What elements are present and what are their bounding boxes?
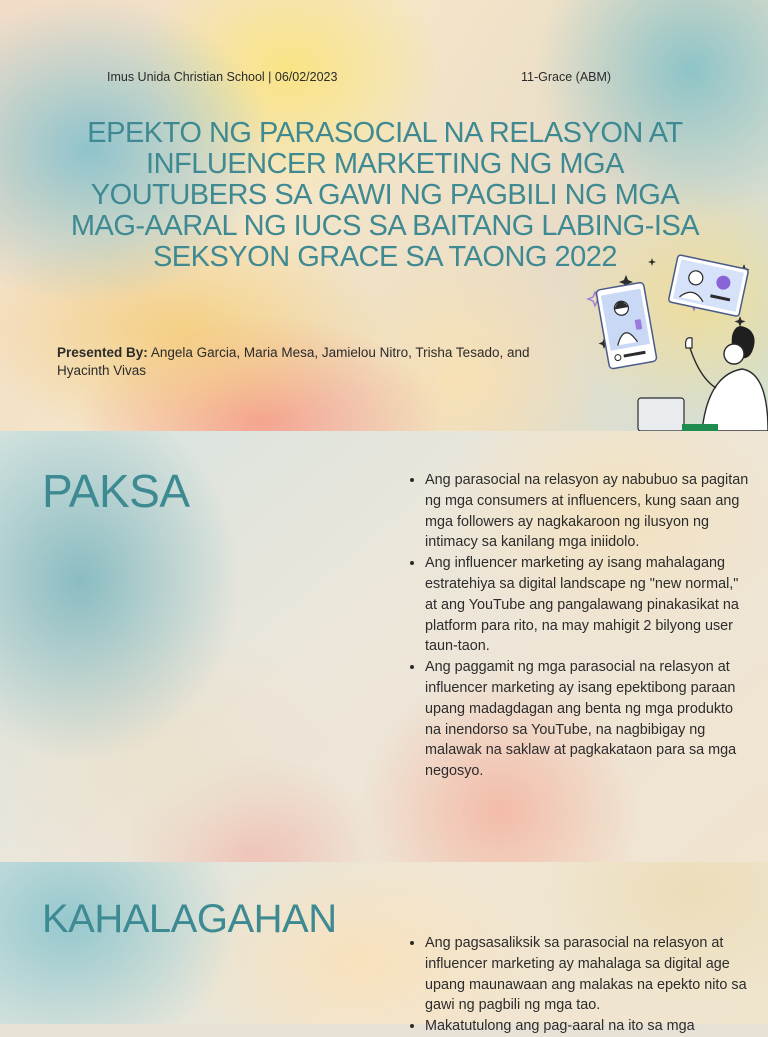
- person-with-social-media-illustration-icon: [582, 248, 768, 431]
- paksa-slide: [0, 431, 768, 862]
- presenters: [57, 344, 557, 380]
- paksa-bullet-list: [407, 470, 750, 782]
- list-item: • Ang pagsasaliksik sa parasocial na relasyon at influencer marketing ay mahalaga sa digital age upang maunawaan ang malakas na epekto nito sa gawi ng pagbili ng mga tao.: [425, 933, 750, 1016]
- title-slide: [0, 0, 768, 431]
- kahalagahan-bullet-list: [407, 933, 750, 1037]
- kahalagahan-heading: KAHALAGAHAN: [42, 897, 337, 941]
- presenter-names: Angela Garcia, Maria Mesa, Jamielou Nitro, Trisha Tesado, and Hyacinth Vivas: [57, 345, 530, 378]
- list-item: • Ang influencer marketing ay isang mahalagang estratehiya sa digital landscape ng "new normal," at ang YouTube ang pangalawang pinakasikat na platform para rito, na may mahigit 2 bilyong user taun-taon.: [425, 553, 750, 657]
- section-label: 11-Grace (ABM): [521, 70, 612, 84]
- school-and-date: Imus Unida Christian School | 06/02/2023: [107, 70, 338, 84]
- kahalagahan-slide: [0, 862, 768, 1035]
- list-item: • Makatutulong ang pag-aaral na ito sa mga: [425, 1016, 750, 1037]
- paksa-heading: PAKSA: [42, 465, 190, 517]
- research-title: EPEKTO NG PARASOCIAL NA RELASYON AT INFLUENCER MARKETING NG MGA YOUTUBERS SA GAWI NG PAGBILI NG MGA MAG-AARAL NG IUCS SA BAITANG LABING-ISA SEKSYON GRACE SA TAONG 2022: [70, 117, 700, 273]
- presented-by-label: Presented By:: [57, 345, 148, 360]
- list-item: • Ang parasocial na relasyon ay nabubuo sa pagitan ng mga consumers at influencers, kung saan ang mga followers ay nagkakaroon ng ilusyon ng intimacy sa kanilang mga iniidolo.: [425, 470, 750, 553]
- list-item: • Ang paggamit ng mga parasocial na relasyon at influencer marketing ay isang epektibong paraan upang madagdagan ang benta ng mga produkto na inendorso sa YouTube, na nagbibigay ng malawak na saklaw at pagkakataon para sa mga negosyo.: [425, 657, 750, 782]
